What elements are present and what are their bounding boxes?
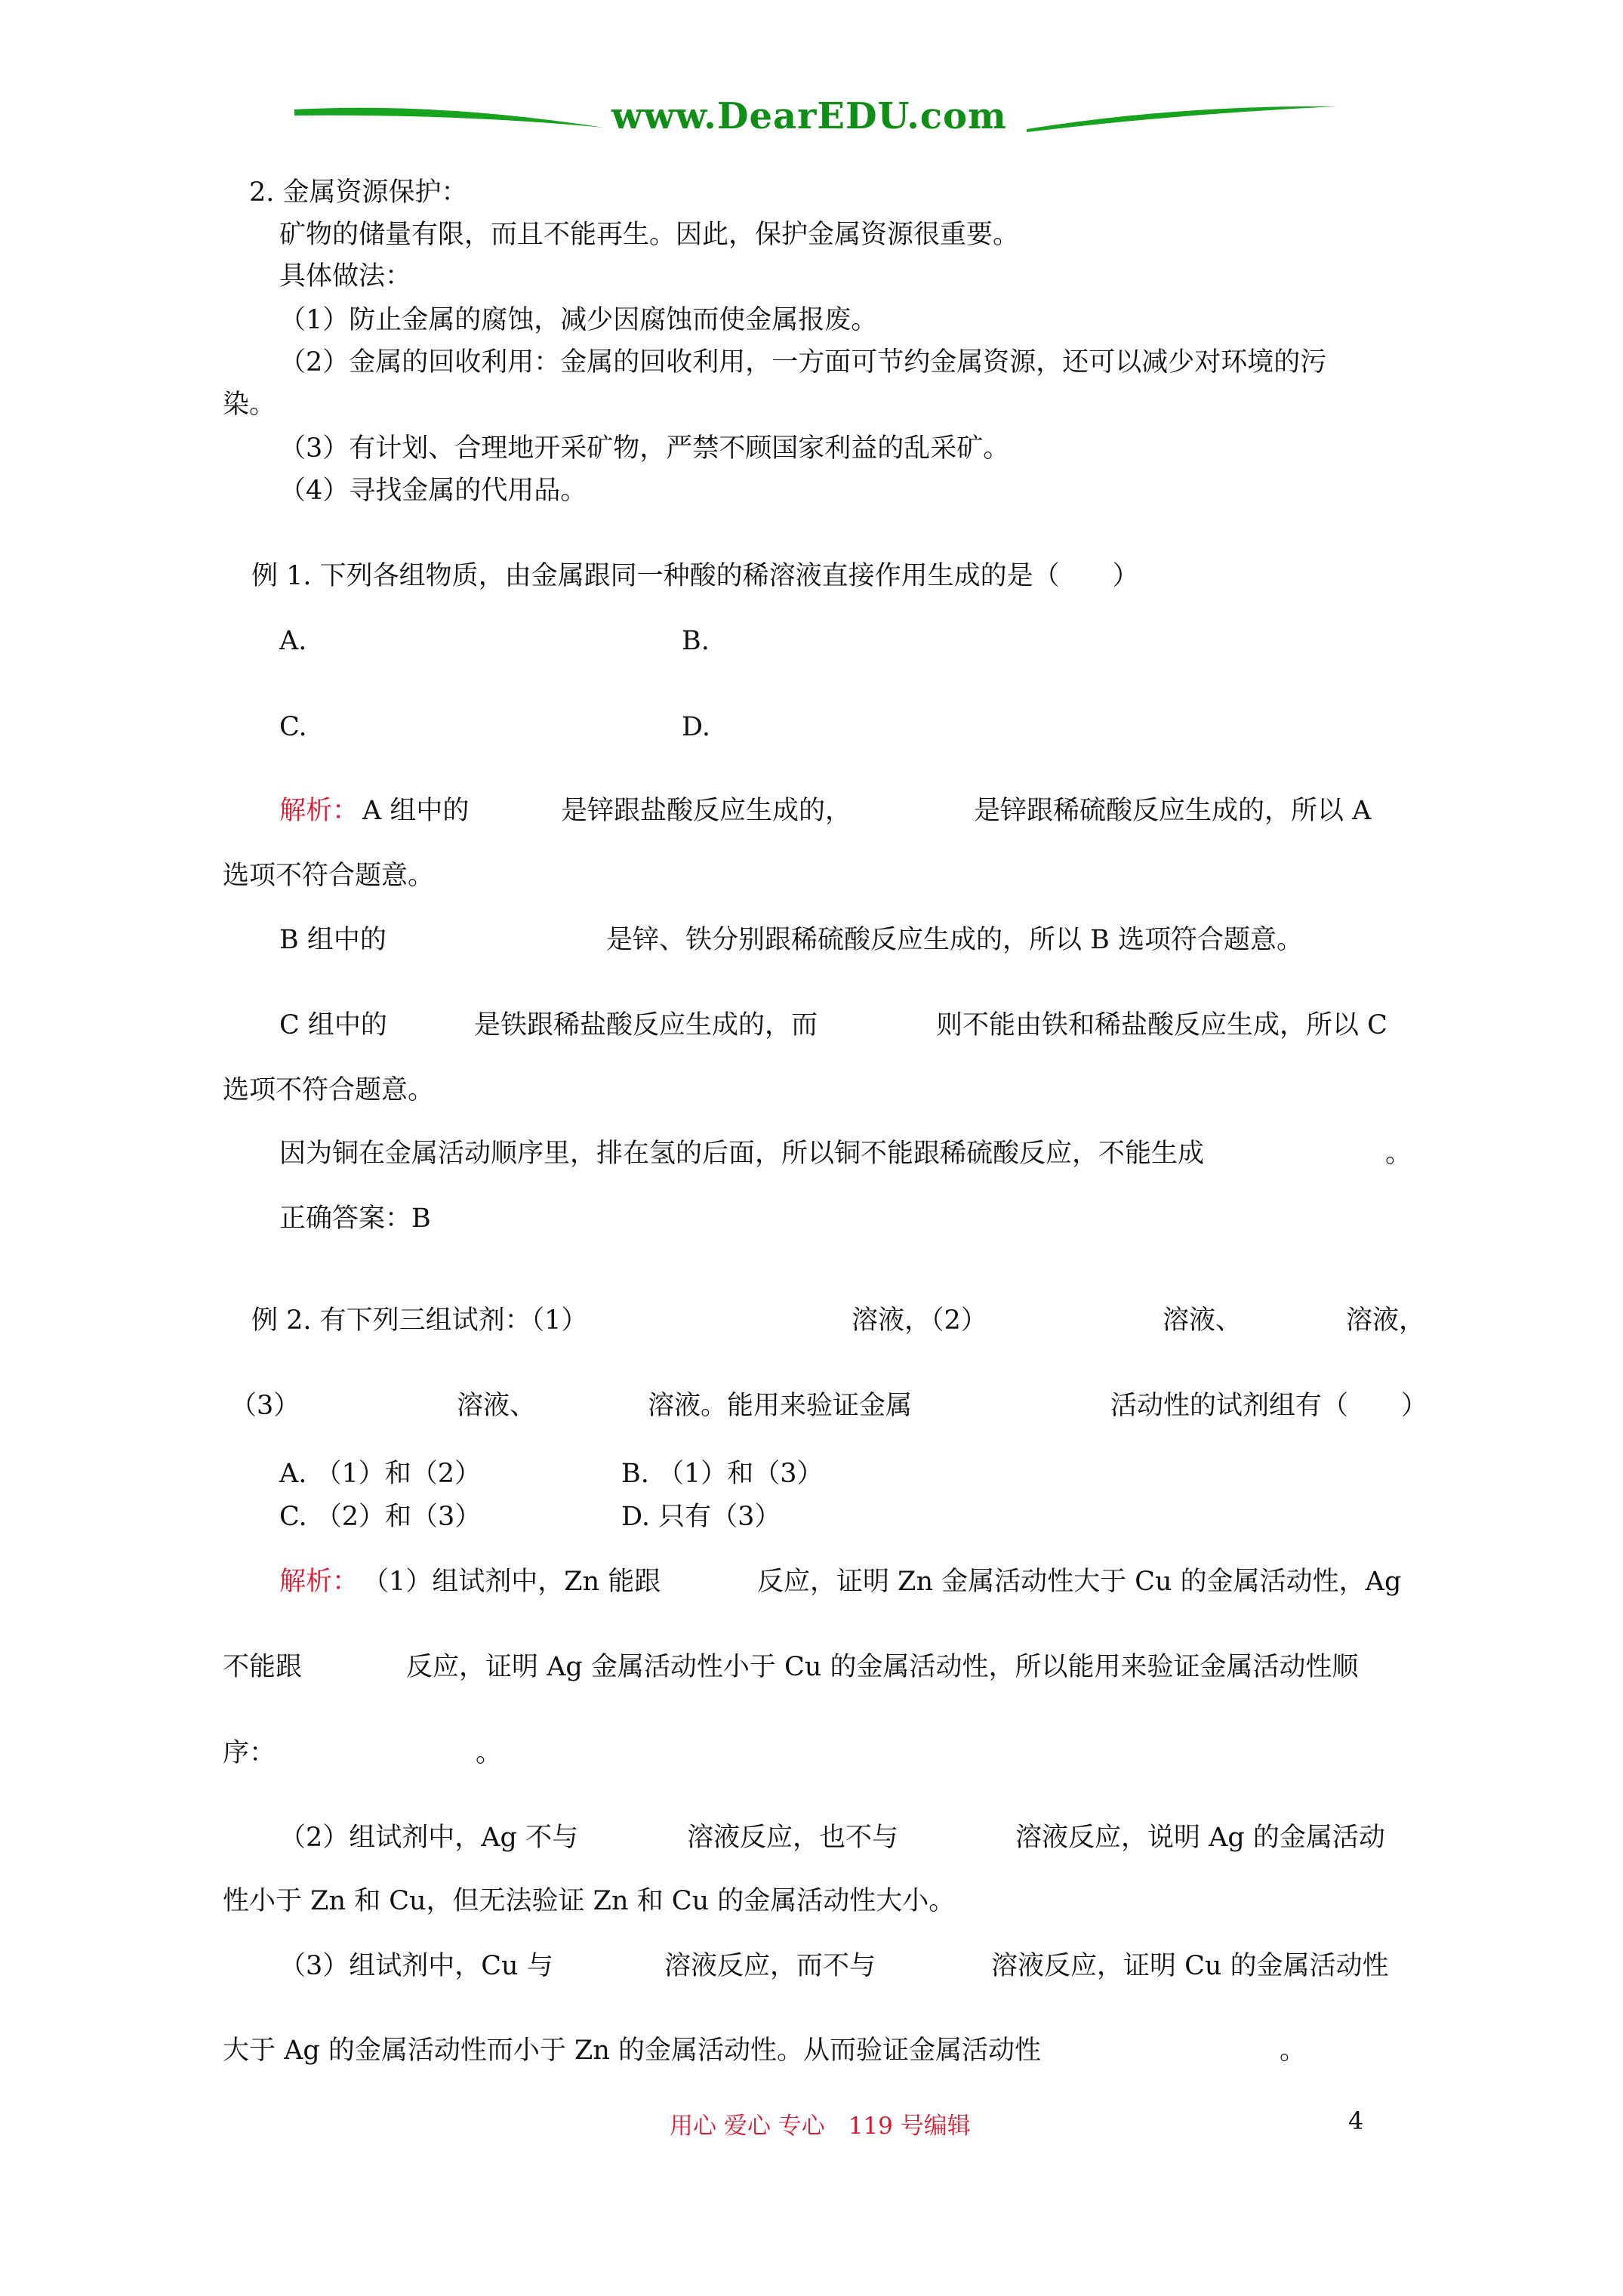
- ex1-analysis-1-cont: 选项不符合题意。: [223, 861, 435, 891]
- example-1-question: 例 1. 下列各组物质，由金属跟同一种酸的稀溶液直接作用生成的是（ ）: [251, 561, 1139, 591]
- ex2-option-a: A. （1）和（2）: [279, 1459, 482, 1489]
- method-1: （1）防止金属的腐蚀，减少因腐蚀而使金属报废。: [279, 305, 878, 335]
- ex2-question-2a: （3）: [230, 1391, 300, 1421]
- ex2-analysis-1b: 反应，证明 Zn 金属活动性大于 Cu 的金属活动性，Ag: [757, 1567, 1402, 1597]
- ex2-analysis-1d-a: 序：: [223, 1738, 276, 1768]
- ex2-analysis-1d-b: 。: [476, 1738, 503, 1768]
- ex2-analysis-3b: 溶液反应，而不与: [664, 1951, 876, 1981]
- ex2-analysis-3-cont-a: 大于 Ag 的金属活动性而小于 Zn 的金属活动性。从而验证金属活动性: [223, 2036, 1042, 2066]
- ex2-question-2c: 溶液。能用来验证金属: [648, 1391, 913, 1421]
- ex2-analysis-3c: 溶液反应，证明 Cu 的金属活动性: [991, 1951, 1389, 1981]
- page-number: 4: [1348, 2106, 1364, 2135]
- ex2-analysis-label: 解析：: [279, 1567, 359, 1597]
- ex1-analysis-3a: C 组中的: [279, 1010, 387, 1040]
- ex2-analysis-2b: 溶液反应，也不与: [687, 1823, 899, 1853]
- ex2-analysis-3-cont-b: 。: [1280, 2036, 1307, 2066]
- ex2-analysis-1a: （1）组试剂中，Zn 能跟: [362, 1567, 661, 1597]
- ex2-question-1b: 溶液，（2）: [852, 1305, 987, 1336]
- ex2-analysis-1c-b: 反应，证明 Ag 金属活动性小于 Cu 的金属活动性，所以能用来验证金属活动性顺: [406, 1652, 1359, 1682]
- method-2-cont: 染。: [223, 390, 276, 420]
- ex2-question-1a: 例 2. 有下列三组试剂：（1）: [251, 1305, 588, 1336]
- method-3: （3）有计划、合理地开采矿物，严禁不顾国家利益的乱采矿。: [279, 433, 1010, 464]
- ex1-analysis-1c: 是锌跟稀硫酸反应生成的，所以 A: [974, 796, 1372, 826]
- method-4: （4）寻找金属的代用品。: [279, 476, 587, 506]
- ex1-option-a: A.: [279, 626, 307, 656]
- ex2-question-1d: 溶液，: [1346, 1305, 1426, 1336]
- ex1-option-d: D.: [682, 712, 710, 742]
- ex1-analysis-label: 解析：: [279, 796, 359, 826]
- ex1-analysis-4a: 因为铜在金属活动顺序里，排在氢的后面，所以铜不能跟稀硫酸反应，不能生成: [279, 1139, 1205, 1169]
- ex2-analysis-1c-a: 不能跟: [223, 1652, 303, 1682]
- ex1-option-c: C.: [279, 712, 307, 742]
- ex2-option-b: B. （1）和（3）: [621, 1459, 824, 1489]
- ex1-analysis-3b: 是铁跟稀盐酸反应生成的，而: [474, 1010, 818, 1040]
- ex2-question-1c: 溶液、: [1163, 1305, 1243, 1336]
- section-intro: 矿物的储量有限，而且不能再生。因此，保护金属资源很重要。: [279, 220, 1020, 250]
- methods-label: 具体做法：: [279, 261, 412, 291]
- ex1-analysis-4b: 。: [1385, 1139, 1412, 1169]
- ex1-analysis-2a: B 组中的: [279, 925, 387, 955]
- banner-swoosh-right: [1027, 106, 1336, 132]
- ex2-option-c: C. （2）和（3）: [279, 1502, 482, 1532]
- ex1-analysis-1a: A 组中的: [362, 796, 470, 826]
- method-2: （2）金属的回收利用：金属的回收利用，一方面可节约金属资源，还可以减少对环境的污: [279, 347, 1327, 378]
- ex1-analysis-1b: 是锌跟盐酸反应生成的，: [561, 796, 852, 826]
- ex2-analysis-2-cont: 性小于 Zn 和 Cu，但无法验证 Zn 和 Cu 的金属活动性大小。: [223, 1886, 956, 1916]
- section-title: 2. 金属资源保护：: [249, 177, 468, 208]
- ex1-analysis-3c: 则不能由铁和稀盐酸反应生成，所以 C: [936, 1010, 1387, 1040]
- ex2-analysis-2a: （2）组试剂中，Ag 不与: [279, 1823, 579, 1853]
- ex1-analysis-3-cont: 选项不符合题意。: [223, 1075, 435, 1105]
- ex2-question-2d: 活动性的试剂组有（ ）: [1110, 1391, 1428, 1421]
- ex1-option-b: B.: [682, 626, 710, 656]
- ex2-question-2b: 溶液、: [457, 1391, 537, 1421]
- header-site-name: www.DearEDU.com: [611, 95, 1007, 137]
- ex1-analysis-2b: 是锌、铁分别跟稀硫酸反应生成的，所以 B 选项符合题意。: [606, 925, 1303, 955]
- ex1-answer: 正确答案：B: [279, 1203, 431, 1234]
- banner-swoosh-left: [294, 108, 604, 128]
- ex2-option-d: D. 只有（3）: [621, 1502, 781, 1532]
- ex2-analysis-2c: 溶液反应，说明 Ag 的金属活动: [1015, 1823, 1385, 1853]
- footer-editor-note: 用心 爱心 专心 119 号编辑: [670, 2113, 971, 2140]
- ex2-analysis-3a: （3）组试剂中，Cu 与: [279, 1951, 553, 1981]
